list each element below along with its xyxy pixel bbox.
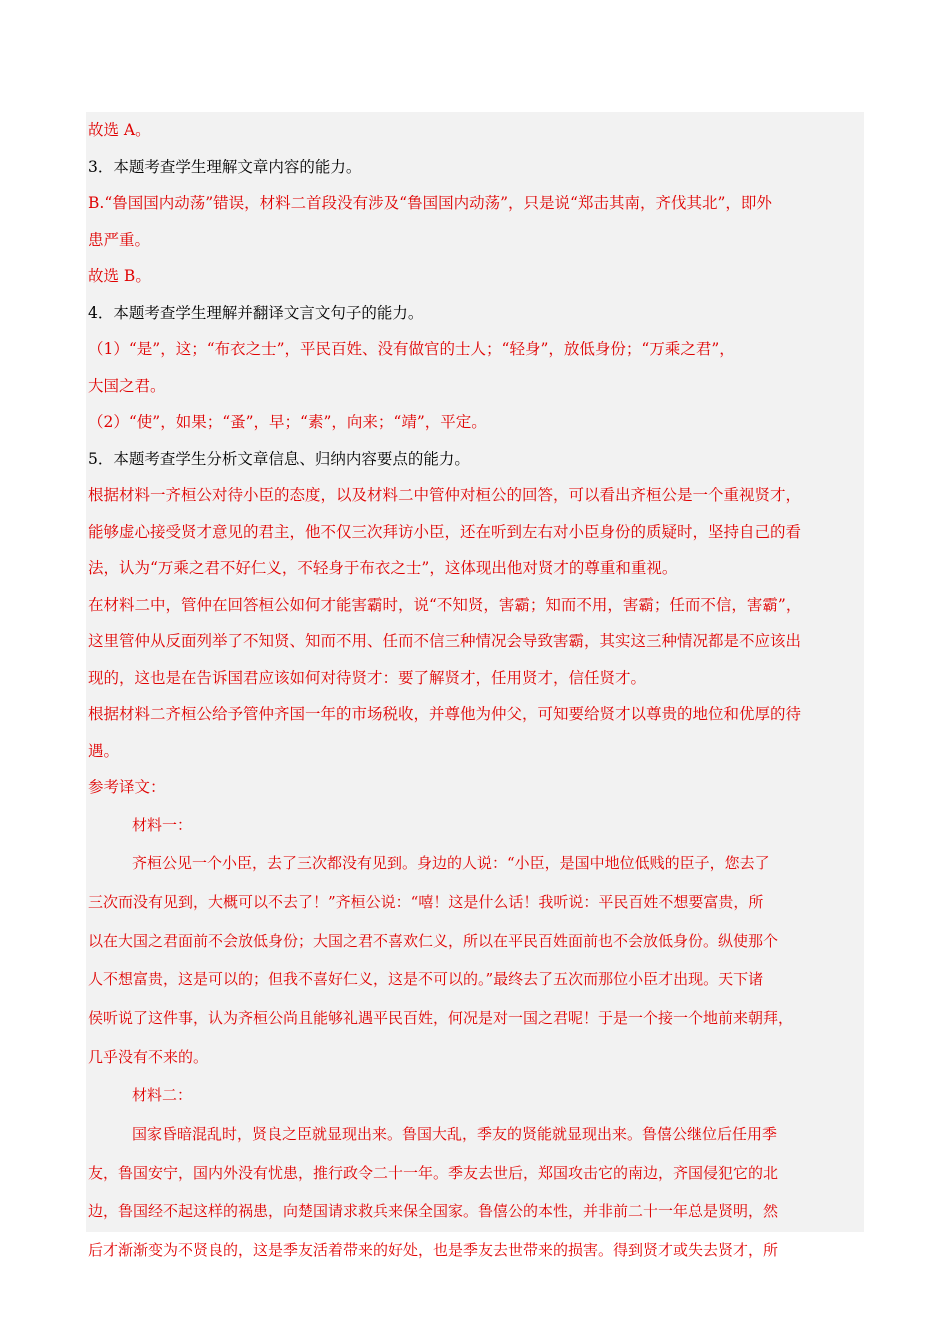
answer-line: 这里管仲从反面列举了不知贤、知而不用、任而不信三种情况会导致害霸，其实这三种情况都是不应该出 bbox=[88, 632, 802, 650]
answer-content bbox=[88, 112, 864, 1270]
answer-line: （1）“是”，这；“布衣之士”，平民百姓、没有做官的士人；“轻身”，放低身份；“万乘之君”， bbox=[88, 340, 735, 358]
translation-line: 齐桓公见一个小臣，去了三次都没有见到。身边的人说：“小臣，是国中地位低贱的臣子，您去了 bbox=[132, 854, 770, 873]
answer-line: 在材料二中，管仲在回答桓公如何才能害霸时，说“不知贤，害霸；知而不用，害霸；任而不信，害霸”， bbox=[88, 595, 802, 614]
translation-line: 侯听说了这件事，认为齐桓公尚且能够礼遇平民百姓，何况是对一国之君呢！于是一个接一个地前来朝拜， bbox=[88, 1008, 794, 1027]
answer-line: 故选 A。 bbox=[88, 121, 151, 139]
material-heading: 材料一： bbox=[132, 815, 193, 834]
question-heading: 5．本题考查学生分析文章信息、归纳内容要点的能力。 bbox=[88, 449, 470, 468]
reference-translation-heading: 参考译文： bbox=[88, 778, 166, 796]
translation-line: 边，鲁国经不起这样的祸患，向楚国请求救兵来保全国家。鲁僖公的本性，并非前二十一年总是贤明，然 bbox=[88, 1202, 779, 1221]
answer-line: 现的，这也是在告诉国君应该如何对待贤才：要了解贤才，任用贤才，信任贤才。 bbox=[88, 668, 647, 687]
answer-line: B.“鲁国国内动荡”错误，材料二首段没有涉及“鲁国国内动荡”，只是说“郑击其南，齐伐其北”，即外 bbox=[88, 194, 772, 212]
translation-section bbox=[88, 806, 864, 1270]
answer-line: 法，认为“万乘之君不好仁义，不轻身于布衣之士”，这体现出他对贤才的尊重和重视。 bbox=[88, 559, 678, 577]
answer-line: 患严重。 bbox=[88, 230, 151, 249]
answer-line: 遇。 bbox=[88, 741, 120, 760]
answer-line: 能够虚心接受贤才意见的君主，他不仅三次拜访小臣，还在听到左右对小臣身份的质疑时，坚持自己的看 bbox=[88, 522, 802, 541]
answer-line: （2）“使”，如果；“蚤”，早；“素”，向来；“靖”，平定。 bbox=[88, 413, 487, 431]
translation-line: 友，鲁国安宁，国内外没有忧患，推行政令二十一年。季友去世后，郑国攻击它的南边，齐国侵犯它的北 bbox=[88, 1163, 779, 1182]
question-heading: 3．本题考查学生理解文章内容的能力。 bbox=[88, 157, 362, 176]
answer-section bbox=[88, 112, 864, 806]
answer-line: 根据材料二齐桓公给予管仲齐国一年的市场税收，并尊他为仲父，可知要给贤才以尊贵的地位和优厚的待 bbox=[88, 705, 802, 723]
translation-line: 人不想富贵，这是可以的；但我不喜好仁义，这是不可以的。”最终去了五次而那位小臣才出现。天下诸 bbox=[88, 970, 764, 989]
translation-line: 几乎没有不来的。 bbox=[88, 1047, 209, 1066]
translation-line: 以在大国之君面前不会放低身份；大国之君不喜欢仁义，所以在平民百姓面前也不会放低身份。纵使那个 bbox=[88, 931, 779, 950]
translation-line: 国家昏暗混乱时，贤良之臣就显现出来。鲁国大乱，季友的贤能就显现出来。鲁僖公继位后任用季 bbox=[132, 1125, 778, 1143]
material-heading: 材料二： bbox=[132, 1086, 193, 1105]
translation-line: 后才渐渐变为不贤良的，这是季友活着带来的好处，也是季友去世带来的损害。得到贤才或失去贤才，所 bbox=[88, 1241, 779, 1260]
answer-line: 根据材料一齐桓公对待小臣的态度，以及材料二中管仲对桓公的回答，可以看出齐桓公是一个重视贤才， bbox=[88, 486, 802, 504]
answer-line: 故选 B。 bbox=[88, 267, 151, 285]
question-heading: 4．本题考查学生理解并翻译文言文句子的能力。 bbox=[88, 303, 424, 322]
translation-line: 三次而没有见到，大概可以不去了！”齐桓公说：“嘻！这是什么话！我听说：平民百姓不想要富贵，所 bbox=[88, 892, 764, 911]
answer-line: 大国之君。 bbox=[88, 376, 166, 395]
